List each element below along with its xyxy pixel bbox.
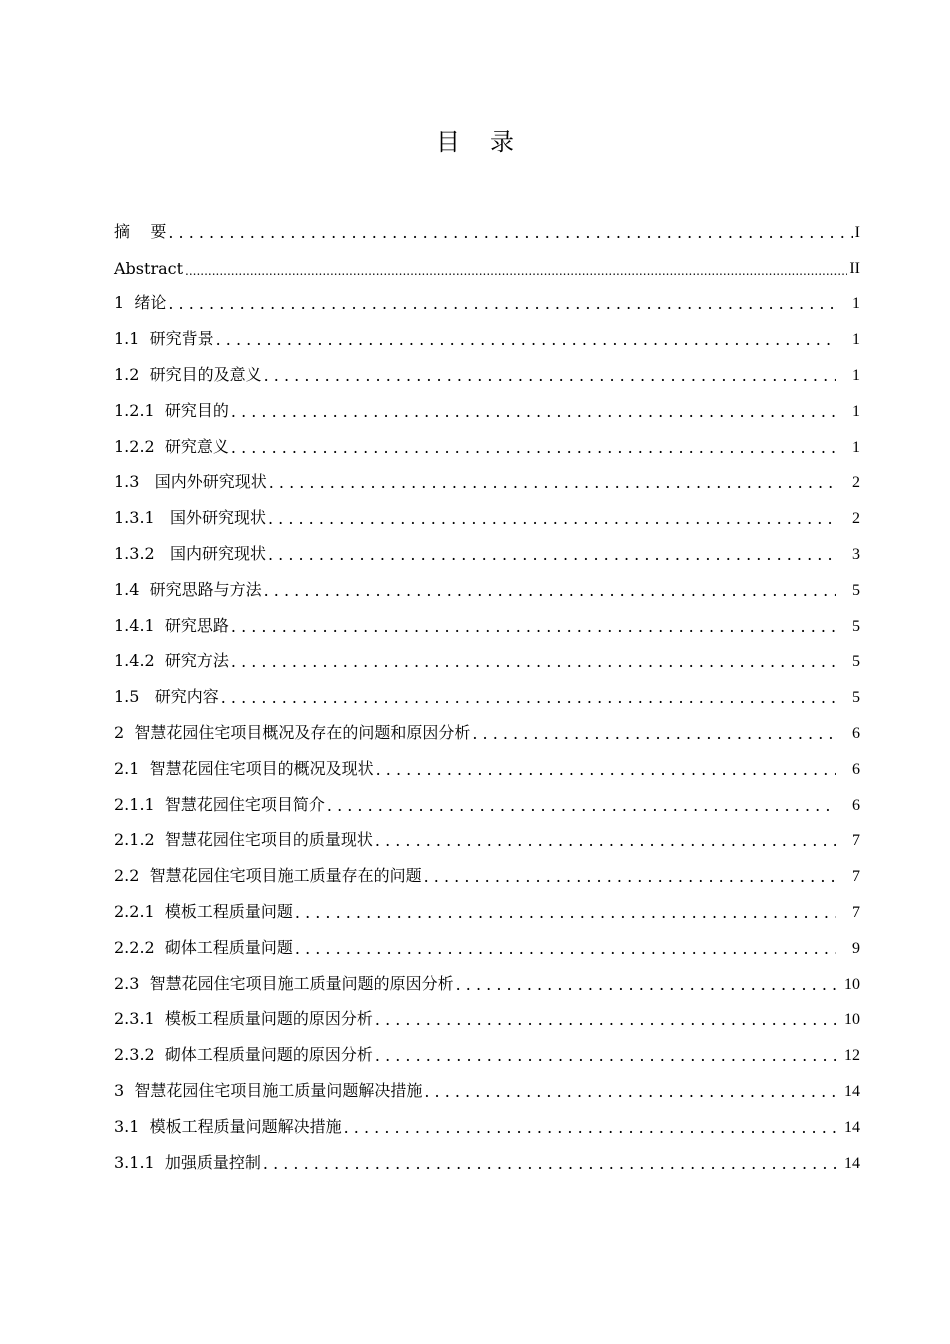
toc-entry-label: 2.2 智慧花园住宅项目施工质量存在的问题 bbox=[114, 866, 422, 886]
toc-dot-leader bbox=[231, 401, 836, 421]
toc-entry[interactable] bbox=[114, 743, 860, 779]
toc-entry[interactable] bbox=[114, 421, 860, 457]
toc-entry[interactable] bbox=[114, 528, 860, 564]
toc-entry-label: 3 智慧花园住宅项目施工质量问题解决措施 bbox=[114, 1080, 423, 1100]
toc-entry-label: 1.2.2 研究意义 bbox=[114, 436, 229, 456]
toc-entry-label: 1.5 研究内容 bbox=[114, 687, 219, 707]
toc-entry[interactable] bbox=[114, 671, 860, 707]
toc-entry-page-number: 1 bbox=[852, 366, 860, 384]
toc-dot-leader bbox=[216, 329, 836, 349]
toc-entry-label: 1.2.1 研究目的 bbox=[114, 400, 229, 420]
toc-title-part1: 目 bbox=[436, 128, 460, 156]
toc-entry[interactable] bbox=[114, 206, 860, 242]
toc-entry[interactable] bbox=[114, 278, 860, 314]
toc-dot-leader bbox=[424, 1081, 836, 1101]
toc-dot-leader bbox=[231, 616, 836, 636]
toc-entry-label: 1.4.1 研究思路 bbox=[114, 615, 229, 635]
toc-entry-page-number: II bbox=[849, 259, 860, 277]
toc-entry-label: 1.3.1 国外研究现状 bbox=[114, 508, 266, 528]
toc-entry-label: 2.3 智慧花园住宅项目施工质量问题的原因分析 bbox=[114, 973, 454, 993]
toc-dot-leader bbox=[263, 1153, 836, 1173]
toc-entry-page-number: 7 bbox=[852, 903, 860, 921]
toc-entry[interactable] bbox=[114, 242, 860, 278]
toc-entry-page-number: 3 bbox=[852, 545, 860, 563]
toc-entry[interactable] bbox=[114, 886, 860, 922]
toc-entry-page-number: 1 bbox=[852, 331, 860, 349]
toc-entry-label: 2.3.2 砌体工程质量问题的原因分析 bbox=[114, 1045, 373, 1065]
toc-dot-leader bbox=[269, 472, 836, 492]
toc-entry-page-number: I bbox=[854, 223, 860, 241]
toc-entry-label: 1.3 国内外研究现状 bbox=[114, 472, 267, 492]
toc-entry-page-number: 5 bbox=[852, 689, 860, 707]
toc-entry-page-number: 6 bbox=[852, 796, 860, 814]
toc-entry-page-number: 2 bbox=[852, 510, 860, 528]
toc-dot-leader bbox=[231, 651, 836, 671]
toc-dot-leader bbox=[231, 437, 836, 457]
toc-entry-label: 2.1.2 智慧花园住宅项目的质量现状 bbox=[114, 830, 373, 850]
toc-dot-leader bbox=[268, 508, 836, 528]
toc-entry[interactable] bbox=[114, 313, 860, 349]
toc-entry-label: 1.1 研究背景 bbox=[114, 329, 214, 349]
toc-entry-page-number: 5 bbox=[852, 581, 860, 599]
toc-entry-label: 2.3.1 模板工程质量问题的原因分析 bbox=[114, 1009, 373, 1029]
toc-dot-leader bbox=[375, 830, 836, 850]
toc-entry-page-number: 1 bbox=[852, 295, 860, 313]
toc-dot-leader bbox=[344, 1117, 836, 1137]
toc-entry-page-number: 1 bbox=[852, 402, 860, 420]
toc-entry-page-number: 1 bbox=[852, 438, 860, 456]
toc-dot-leader bbox=[472, 723, 836, 743]
toc-entry-page-number: 5 bbox=[852, 653, 860, 671]
toc-dot-leader bbox=[376, 759, 836, 779]
toc-entry-page-number: 7 bbox=[852, 868, 860, 886]
toc-entry-label: 3.1.1 加强质量控制 bbox=[114, 1152, 261, 1172]
toc-entry-label: 2 智慧花园住宅项目概况及存在的问题和原因分析 bbox=[114, 722, 471, 742]
toc-entry[interactable] bbox=[114, 1101, 860, 1137]
toc-title-part2: 录 bbox=[490, 128, 514, 156]
toc-entry[interactable] bbox=[114, 958, 860, 994]
toc-entry[interactable] bbox=[114, 457, 860, 493]
toc-title bbox=[0, 122, 950, 157]
toc-entry-label: Abstract bbox=[114, 258, 184, 278]
toc-dot-leader bbox=[221, 687, 836, 707]
toc-entry-label: 1.4 研究思路与方法 bbox=[114, 579, 262, 599]
toc-entry-label: 2.1.1 智慧花园住宅项目简介 bbox=[114, 794, 325, 814]
toc-entry[interactable] bbox=[114, 815, 860, 851]
toc-entry-label: 摘 要 bbox=[114, 221, 167, 241]
toc-entry[interactable] bbox=[114, 1029, 860, 1065]
toc-dot-leader bbox=[264, 580, 836, 600]
toc-entry[interactable] bbox=[114, 564, 860, 600]
toc-entry-label: 1.4.2 研究方法 bbox=[114, 651, 229, 671]
toc-dot-leader bbox=[295, 902, 836, 922]
toc-entry-page-number: 14 bbox=[844, 1118, 860, 1136]
toc-dot-leader bbox=[168, 293, 836, 313]
toc-entry-label: 2.1 智慧花园住宅项目的概况及现状 bbox=[114, 758, 374, 778]
toc-entry-label: 1.3.2 国内研究现状 bbox=[114, 543, 266, 563]
toc-entry-label: 1.2 研究目的及意义 bbox=[114, 364, 262, 384]
toc-entry-page-number: 10 bbox=[844, 1011, 860, 1029]
toc-entry[interactable] bbox=[114, 636, 860, 672]
toc-entry[interactable] bbox=[114, 1137, 860, 1173]
toc-entry-label: 2.2.1 模板工程质量问题 bbox=[114, 901, 293, 921]
toc-entry-label: 1 绪论 bbox=[114, 293, 167, 313]
toc-entry[interactable] bbox=[114, 1065, 860, 1101]
toc-entry[interactable] bbox=[114, 922, 860, 958]
toc-entry[interactable] bbox=[114, 492, 860, 528]
toc-entry-label: 3.1 模板工程质量问题解决措施 bbox=[114, 1116, 342, 1136]
toc-entry-page-number: 10 bbox=[844, 975, 860, 993]
toc-dot-leader bbox=[375, 1009, 836, 1029]
toc-dot-leader bbox=[168, 222, 852, 242]
toc-dot-leader bbox=[375, 1045, 836, 1065]
toc-entry-page-number: 6 bbox=[852, 724, 860, 742]
toc-entry-page-number: 7 bbox=[852, 832, 860, 850]
toc-entry-page-number: 12 bbox=[844, 1047, 860, 1065]
toc-entry-page-number: 2 bbox=[852, 474, 860, 492]
toc-entry-page-number: 14 bbox=[844, 1082, 860, 1100]
toc-dot-leader bbox=[424, 866, 836, 886]
toc-entry-page-number: 5 bbox=[852, 617, 860, 635]
table-of-contents bbox=[114, 206, 860, 1173]
toc-entry[interactable] bbox=[114, 600, 860, 636]
toc-entry-page-number: 9 bbox=[852, 939, 860, 957]
toc-entry-label: 2.2.2 砌体工程质量问题 bbox=[114, 937, 293, 957]
toc-dot-leader bbox=[264, 365, 836, 385]
toc-entry-page-number: 14 bbox=[844, 1154, 860, 1172]
toc-entry[interactable] bbox=[114, 994, 860, 1030]
toc-dot-leader bbox=[327, 795, 836, 815]
toc-entry[interactable] bbox=[114, 707, 860, 743]
toc-entry[interactable] bbox=[114, 385, 860, 421]
toc-entry[interactable] bbox=[114, 779, 860, 815]
toc-dot-leader bbox=[295, 938, 836, 958]
toc-entry[interactable] bbox=[114, 850, 860, 886]
toc-entry[interactable] bbox=[114, 349, 860, 385]
toc-dot-leader bbox=[268, 544, 836, 564]
toc-entry-page-number: 6 bbox=[852, 760, 860, 778]
toc-dot-leader bbox=[456, 974, 836, 994]
toc-dot-leader bbox=[185, 258, 847, 278]
